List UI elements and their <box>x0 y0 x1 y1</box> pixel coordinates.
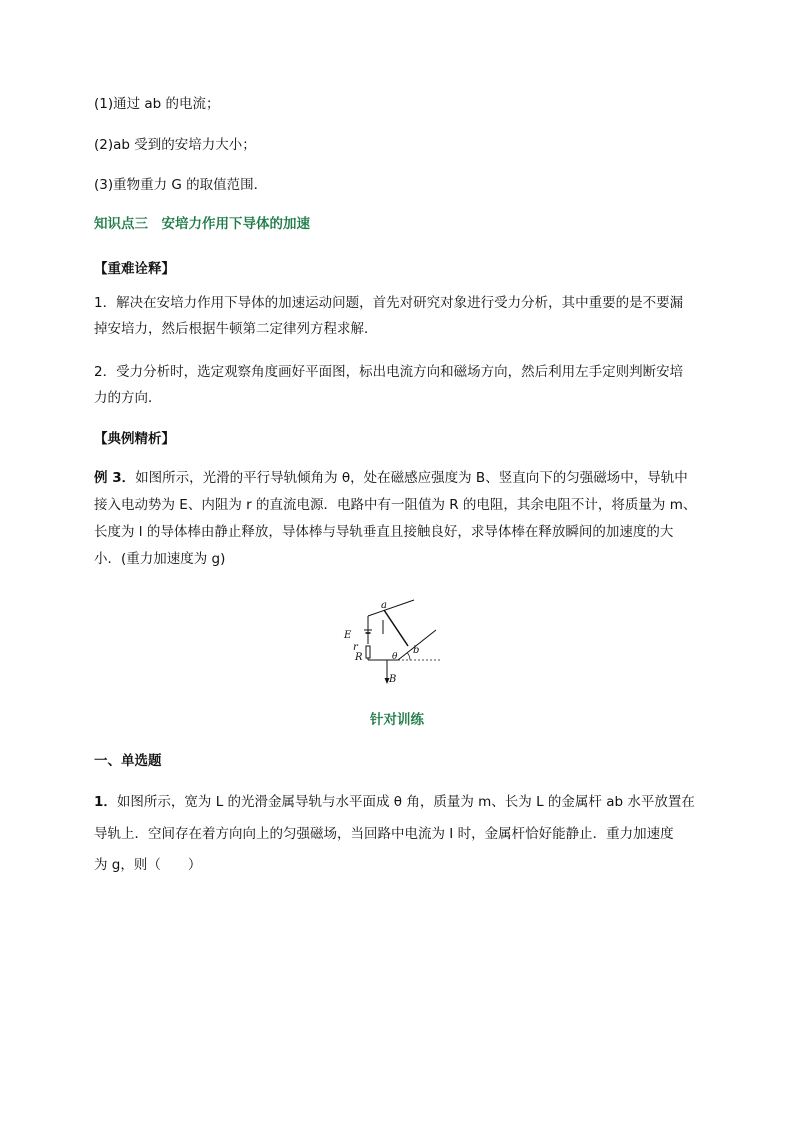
training-q1-line-3: 为 g，则（ ） <box>94 857 202 873</box>
inclined-rail-diagram <box>340 596 452 688</box>
explain-heading: 【重难诠释】 <box>94 261 175 277</box>
point-2-line-2: 力的方向． <box>94 390 162 406</box>
upper-rail <box>368 600 414 616</box>
label-b: b <box>413 645 420 656</box>
point-1-line-1: 1．解决在安培力作用下导体的加速运动问题，首先对研究对象进行受力分析，其中重要的是不要漏 <box>94 295 684 311</box>
label-theta: θ <box>392 652 398 662</box>
angle-arc <box>408 653 411 660</box>
label-a: a <box>381 600 387 611</box>
point-1-line-2: 掉安培力，然后根据牛顿第二定律列方程求解． <box>94 321 378 337</box>
question-1: (1)通过 ab 的电流； <box>94 96 220 112</box>
example-line-3: 长度为 l 的导体棒由静止释放，导体棒与导轨垂直且接触良好，求导体棒在释放瞬间的加速度的大 <box>94 524 674 540</box>
example-heading: 【典例精析】 <box>94 431 175 447</box>
training-q1-label: 1． <box>94 794 117 810</box>
training-q1-line-2: 导轨上．空间存在着方向向上的匀强磁场，当回路中电流为 I 时，金属杆恰好能静止．重力加速度 <box>94 826 674 842</box>
example-line-1 <box>94 468 688 488</box>
label-E: E <box>344 630 352 641</box>
training-q1-line-1 <box>94 792 695 812</box>
single-choice-heading: 一、单选题 <box>94 753 162 769</box>
training-q1-text-1: 如图所示，宽为 L 的光滑金属导轨与水平面成 θ 角，质量为 m、长为 L 的金属杆 ab 水平放置在 <box>116 794 695 810</box>
section-title: 知识点三 安培力作用下导体的加速 <box>94 216 310 232</box>
example-line-4: 小．(重力加速度为 g) <box>94 551 226 567</box>
label-R: R <box>355 652 363 663</box>
example-text-1: 如图所示，光滑的平行导轨倾角为 θ，处在磁感应强度为 B、竖直向下的匀强磁场中，导轨中 <box>135 470 688 486</box>
example-label: 例 3． <box>94 470 136 486</box>
label-r: r <box>353 642 358 653</box>
resistor <box>366 646 370 658</box>
point-2-line-1: 2．受力分析时，选定观察角度画好平面图，标出电流方向和磁场方向，然后利用左手定则判断安培 <box>94 364 684 380</box>
conductor-rod <box>384 610 408 646</box>
question-3: (3)重物重力 G 的取值范围． <box>94 177 268 193</box>
example-line-2: 接入电动势为 E、内阻为 r 的直流电源．电路中有一阻值为 R 的电阻，其余电阻不计，将质量为 m、 <box>94 497 697 513</box>
label-B: B <box>389 674 397 685</box>
training-title: 针对训练 <box>370 712 424 728</box>
question-2: (2)ab 受到的安培力大小； <box>94 137 256 153</box>
